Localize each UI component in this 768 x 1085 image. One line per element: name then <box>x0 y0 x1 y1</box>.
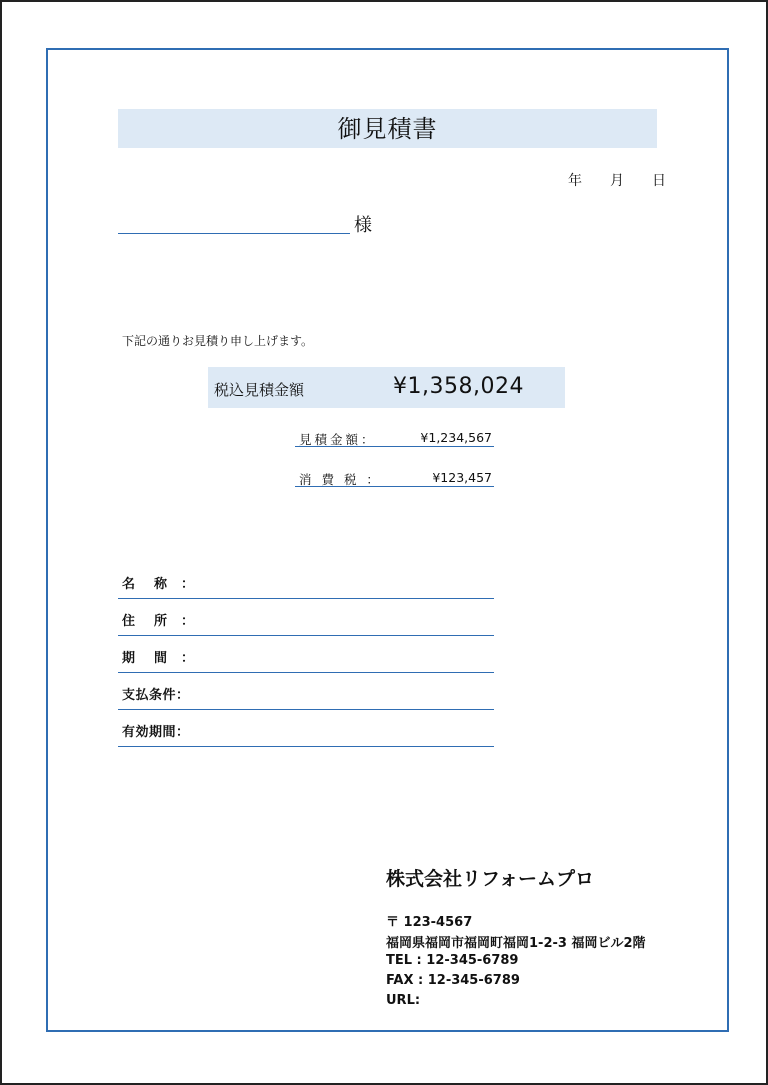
field-line-address <box>118 635 494 636</box>
tax-value: ¥123,457 <box>432 470 492 485</box>
field-line-payment-terms <box>118 709 494 710</box>
total-label: 税込見積金額 <box>214 381 305 399</box>
field-line-validity <box>118 746 494 747</box>
date-year: 年 <box>568 173 582 189</box>
subtotal-label: 見積金額： <box>299 432 377 447</box>
field-label-payment-terms: 支払条件： <box>122 688 190 703</box>
field-line-name <box>118 598 494 599</box>
field-label-address: 住 所 ： <box>122 614 195 629</box>
date-month: 月 <box>610 173 624 189</box>
document-title: 御見積書 <box>118 109 657 148</box>
total-value: ¥1,358,024 <box>393 374 524 399</box>
date-day: 日 <box>652 173 666 189</box>
field-label-validity: 有効期間： <box>122 725 190 740</box>
field-label-name: 名 称 ： <box>122 577 195 592</box>
company-postal: 〒 123-4567 <box>386 915 473 930</box>
recipient-suffix: 様 <box>354 215 372 236</box>
field-line-period <box>118 672 494 673</box>
tax-label: 消 費 税 ： <box>299 472 382 487</box>
field-label-period: 期 間 ： <box>122 651 195 666</box>
subtotal-line <box>295 446 494 447</box>
company-name: 株式会社リフォームプロ <box>386 868 595 890</box>
subtotal-value: ¥1,234,567 <box>420 430 492 445</box>
recipient-line <box>118 233 350 234</box>
company-fax: FAX : 12-345-6789 <box>386 973 520 988</box>
intro-text: 下記の通りお見積り申し上げます。 <box>122 334 314 348</box>
company-address: 福岡県福岡市福岡町福岡1-2-3 福岡ビル2階 <box>386 936 646 951</box>
company-tel: TEL : 12-345-6789 <box>386 953 519 968</box>
tax-line <box>295 486 494 487</box>
company-url: URL: <box>386 993 421 1008</box>
